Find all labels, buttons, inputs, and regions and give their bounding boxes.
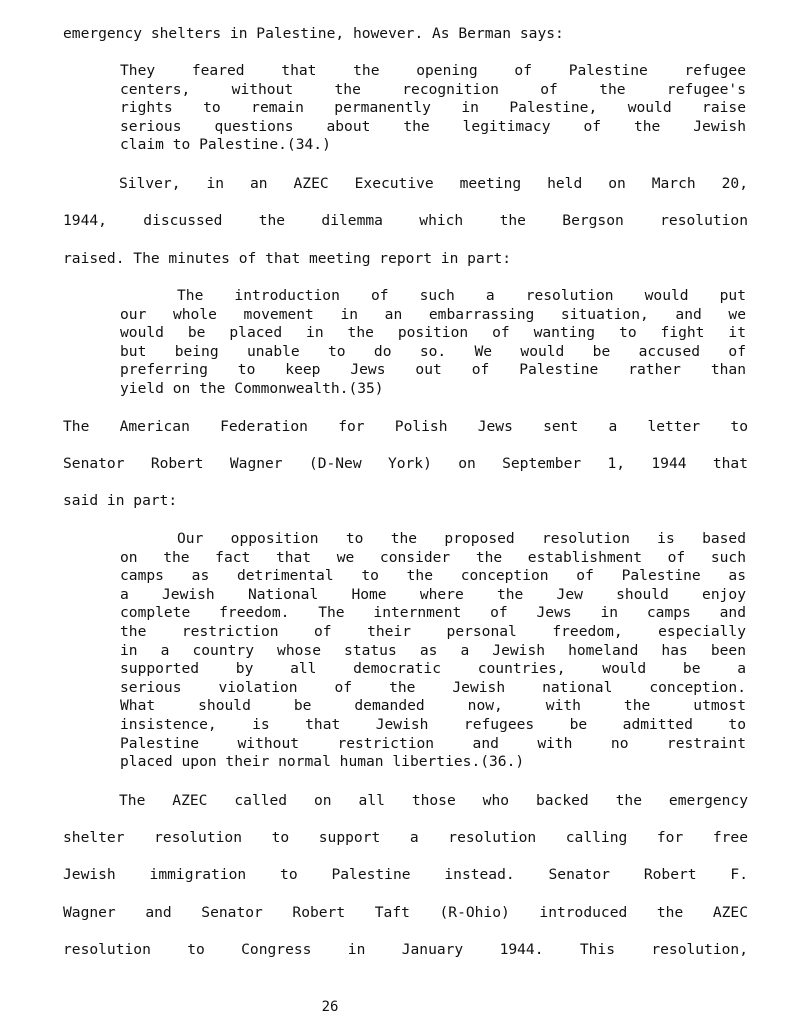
body-line: emergency shelters in Palestine, however. As Berman says: [63,25,564,42]
quote-line: rights to remain permanently in Palestine, would raise [120,99,746,117]
quote-line: but being unable to do so. We would be accused of [120,342,746,360]
quote-line: complete freedom. The internment of Jews in camps and [120,604,746,622]
body-line: said in part: [63,492,178,509]
quote-line: on the fact that we consider the establishment of such [120,548,746,566]
quote-line: supported by all democratic countries, would be a [120,660,746,678]
body-line: resolution to Congress in January 1944. This resolution, [63,941,748,958]
body-line: The AZEC called on all those who backed the emergency [119,792,748,809]
quote-line: our whole movement in an embarrassing situation, and we [120,305,746,323]
block-quote-berman [120,62,746,155]
body-line: Wagner and Senator Robert Taft (R-Ohio) introduced the AZEC [63,904,748,921]
quote-line: The introduction of such a resolution would put [177,287,746,304]
block-quote-polish-jews-letter [120,530,746,772]
quote-line: centers, without the recognition of the refugee's [120,80,746,98]
quote-line: camps as detrimental to the conception of Palestine as [120,567,746,585]
body-line: raised. The minutes of that meeting report in part: [63,250,512,267]
quote-line: Our opposition to the proposed resolution is based [177,530,746,547]
body-line: Senator Robert Wagner (D-New York) on September 1, 1944 that [63,455,748,472]
quote-line: the restriction of their personal freedom, especially [120,622,746,640]
quote-line: yield on the Commonwealth.(35) [120,379,384,397]
page-number: 26 [321,999,339,1015]
quote-line: claim to Palestine.(34.) [120,136,331,154]
quote-line: They feared that the opening of Palestine refugee [120,62,746,79]
quote-line: a Jewish National Home where the Jew should enjoy [120,585,746,603]
body-line: shelter resolution to support a resolution calling for free [63,829,748,846]
body-line: 1944, discussed the dilemma which the Bergson resolution [63,212,748,229]
quote-line: preferring to keep Jews out of Palestine rather than [120,361,746,379]
quote-line: Palestine without restriction and with no restraint [120,734,746,752]
quote-line: serious violation of the Jewish national conception. [120,678,746,696]
body-line: Jewish immigration to Palestine instead. Senator Robert F. [63,866,748,883]
quote-line: in a country whose status as a Jewish homeland has been [120,641,746,659]
quote-line: placed upon their normal human liberties.(36.) [120,753,525,771]
body-line: The American Federation for Polish Jews sent a letter to [63,418,748,435]
quote-line: insistence, is that Jewish refugees be admitted to [120,715,746,733]
block-quote-azec-minutes [120,287,746,399]
quote-line: What should be demanded now, with the utmost [120,697,746,715]
body-line: Silver, in an AZEC Executive meeting held on March 20, [119,175,748,192]
quote-line: serious questions about the legitimacy of the Jewish [120,117,746,135]
quote-line: would be placed in the position of wanting to fight it [120,324,746,342]
